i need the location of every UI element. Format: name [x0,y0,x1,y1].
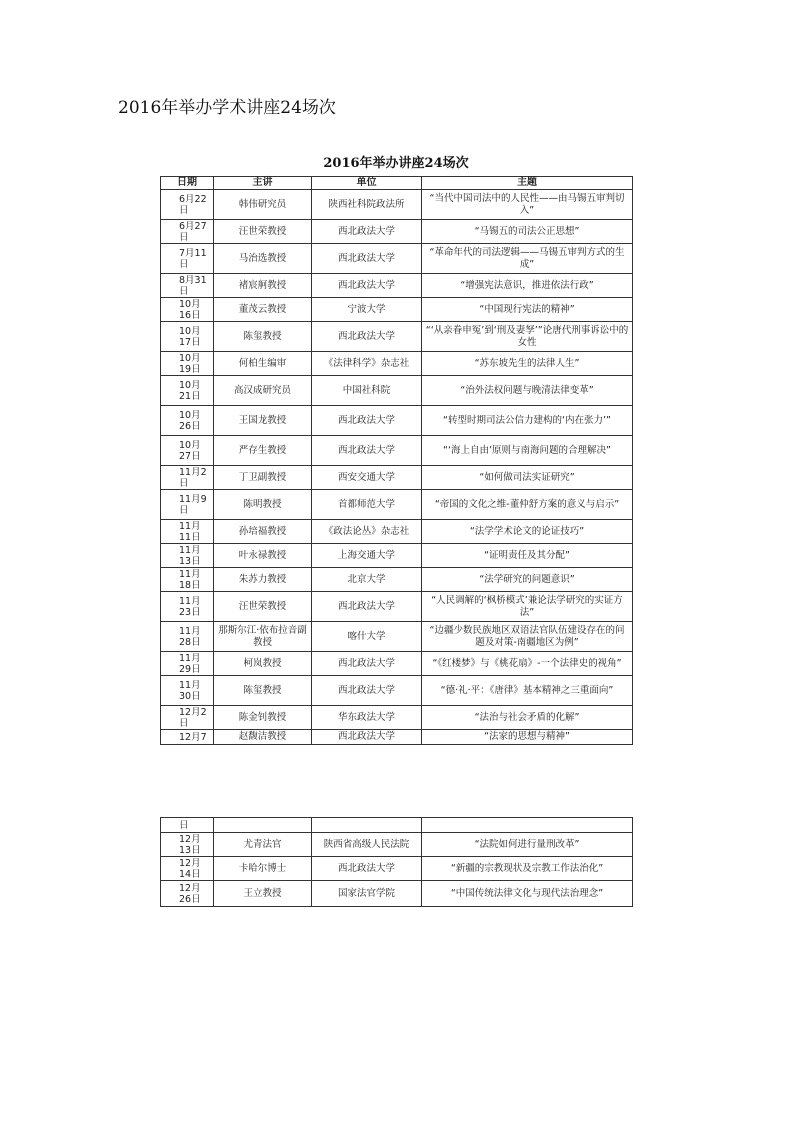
cell-topic: “‘从亲眷申冤’到‘刑及妻孥’”论唐代刑事诉讼中的女性 [422,322,633,352]
cell-speaker: 高汉成研究员 [214,376,312,406]
table-row [161,298,633,322]
cell-speaker: 马治选教授 [214,244,312,274]
cell-speaker: 陈金钊教授 [214,706,312,730]
table-row [161,818,633,833]
cell-speaker: 那斯尔江·依布拉音副教授 [214,622,312,652]
cell-date: 10月21日 [161,376,214,406]
cell-topic: “法治与社会矛盾的化解” [422,706,633,730]
cell-topic: “证明责任及其分配” [422,544,633,568]
cell-speaker: 柯岚教授 [214,652,312,676]
cell-topic: “边疆少数民族地区双语法官队伍建设存在的问题及对策-南疆地区为例” [422,622,633,652]
cell-org: 西北政法大学 [312,652,422,676]
cell-org: 西北政法大学 [312,244,422,274]
cell-speaker: 丁卫副教授 [214,466,312,490]
cell-speaker: 朱苏力教授 [214,568,312,592]
lecture-table-continued [160,817,633,907]
cell-speaker: 王国龙教授 [214,406,312,436]
table-header-row [161,177,633,190]
table-row [161,466,633,490]
cell-topic: “马锡五的司法公正思想” [422,220,633,244]
table-row [161,622,633,652]
cell-date: 11月30日 [161,676,214,706]
cell-date: 8月31日 [161,274,214,298]
cell-date: 11月23日 [161,592,214,622]
cell-org: 西北政法大学 [312,676,422,706]
cell-org: 西北政法大学 [312,322,422,352]
cell-org: 宁波大学 [312,298,422,322]
cell-org: 西安交通大学 [312,466,422,490]
cell-speaker: 汪世荣教授 [214,220,312,244]
table-row [161,706,633,730]
cell-org: 北京大学 [312,568,422,592]
cell-speaker: 赵馥洁教授 [214,730,312,745]
cell-topic: “中国现行宪法的精神” [422,298,633,322]
cell-org: 西北政法大学 [312,436,422,466]
table-row [161,274,633,298]
cell-date: 12月7 [161,730,214,745]
cell-speaker: 陈玺教授 [214,676,312,706]
cell-speaker: 严存生教授 [214,436,312,466]
cell-date: 11月2日 [161,466,214,490]
cell-date: 12月26日 [161,881,214,907]
table-row [161,436,633,466]
table-row [161,544,633,568]
cell-date: 日 [161,818,214,833]
cell-speaker: 董茂云教授 [214,298,312,322]
cell-date: 12月2日 [161,706,214,730]
cell-org: 中国社科院 [312,376,422,406]
table-row [161,352,633,376]
cell-org: 首都师范大学 [312,490,422,520]
cell-topic: “‘海上自由’原则与南海问题的合理解决” [422,436,633,466]
page-heading: 2016年举办学术讲座24场次 [118,98,336,118]
cell-org: 西北政法大学 [312,592,422,622]
cell-topic: “中国传统法律文化与现代法治理念” [422,881,633,907]
cell-topic: “治外法权问题与晚清法律变革” [422,376,633,406]
cell-date: 10月19日 [161,352,214,376]
cell-org: 《法律科学》杂志社 [312,352,422,376]
cell-speaker: 尤青法官 [214,833,312,857]
cell-org: 西北政法大学 [312,274,422,298]
cell-date: 11月29日 [161,652,214,676]
cell-date: 10月17日 [161,322,214,352]
table-row [161,676,633,706]
cell-date: 10月27日 [161,436,214,466]
cell-date: 10月16日 [161,298,214,322]
cell-date: 11月13日 [161,544,214,568]
cell-topic: “法院如何进行量刑改革” [422,833,633,857]
cell-speaker [214,818,312,833]
cell-date: 11月18日 [161,568,214,592]
table-row [161,322,633,352]
cell-org: 陕西省高级人民法院 [312,833,422,857]
cell-topic: “如何做司法实证研究” [422,466,633,490]
cell-date: 11月9日 [161,490,214,520]
cell-date: 12月13日 [161,833,214,857]
cell-date: 7月11日 [161,244,214,274]
table-row [161,376,633,406]
table-title: 2016年举办讲座24场次 [323,156,469,171]
cell-date: 12月14日 [161,857,214,881]
cell-date: 6月22日 [161,190,214,220]
cell-topic [422,818,633,833]
table-row [161,244,633,274]
table-row [161,406,633,436]
cell-org [312,818,422,833]
cell-org: 西北政法大学 [312,220,422,244]
cell-speaker: 何柏生编审 [214,352,312,376]
cell-speaker: 孙培福教授 [214,520,312,544]
cell-org: 国家法官学院 [312,881,422,907]
cell-speaker: 汪世荣教授 [214,592,312,622]
cell-speaker: 叶永禄教授 [214,544,312,568]
cell-topic: “革命年代的司法逻辑——马锡五审判方式的生成” [422,244,633,274]
lecture-table [160,176,633,745]
cell-topic: “当代中国司法中的人民性——由马锡五审判切入” [422,190,633,220]
table-row [161,652,633,676]
cell-speaker: 王立教授 [214,881,312,907]
cell-topic: “苏东坡先生的法律人生” [422,352,633,376]
column-header-speaker: 主讲 [214,177,312,190]
cell-date: 11月28日 [161,622,214,652]
table-row [161,730,633,745]
cell-topic: “帝国的文化之维-董仲舒方案的意义与启示” [422,490,633,520]
cell-topic: “转型时期司法公信力建构的‘内在张力’” [422,406,633,436]
cell-org: 西北政法大学 [312,406,422,436]
table-row [161,833,633,857]
cell-speaker: 褚宸舸教授 [214,274,312,298]
cell-topic: “法学研究的问题意识” [422,568,633,592]
table-row [161,490,633,520]
cell-topic: “法家的思想与精神” [422,730,633,745]
cell-date: 11月11日 [161,520,214,544]
cell-org: 喀什大学 [312,622,422,652]
table-row [161,520,633,544]
column-header-org: 单位 [312,177,422,190]
cell-org: 西北政法大学 [312,730,422,745]
table-row [161,881,633,907]
cell-date: 10月26日 [161,406,214,436]
cell-topic: “新疆的宗教现状及宗教工作法治化” [422,857,633,881]
cell-speaker: 陈明教授 [214,490,312,520]
column-header-topic: 主题 [422,177,633,190]
cell-speaker: 陈玺教授 [214,322,312,352]
table-row [161,592,633,622]
table-row [161,568,633,592]
column-header-date: 日期 [161,177,214,190]
table-row [161,857,633,881]
cell-org: 《政法论丛》杂志社 [312,520,422,544]
cell-org: 陕西社科院政法所 [312,190,422,220]
cell-speaker: 卡哈尔博士 [214,857,312,881]
table-row [161,190,633,220]
cell-topic: “法学学术论文的论证技巧” [422,520,633,544]
cell-topic: “《红楼梦》与《桃花扇》-一个法律史的视角” [422,652,633,676]
cell-org: 西北政法大学 [312,857,422,881]
cell-topic: “德·礼·平：《唐律》基本精神之三重面向” [422,676,633,706]
cell-date: 6月27日 [161,220,214,244]
cell-speaker: 韩伟研究员 [214,190,312,220]
table-row [161,220,633,244]
cell-org: 上海交通大学 [312,544,422,568]
cell-org: 华东政法大学 [312,706,422,730]
cell-topic: “增强宪法意识，推进依法行政” [422,274,633,298]
cell-topic: “人民调解的‘枫桥模式’兼论法学研究的实证方法” [422,592,633,622]
